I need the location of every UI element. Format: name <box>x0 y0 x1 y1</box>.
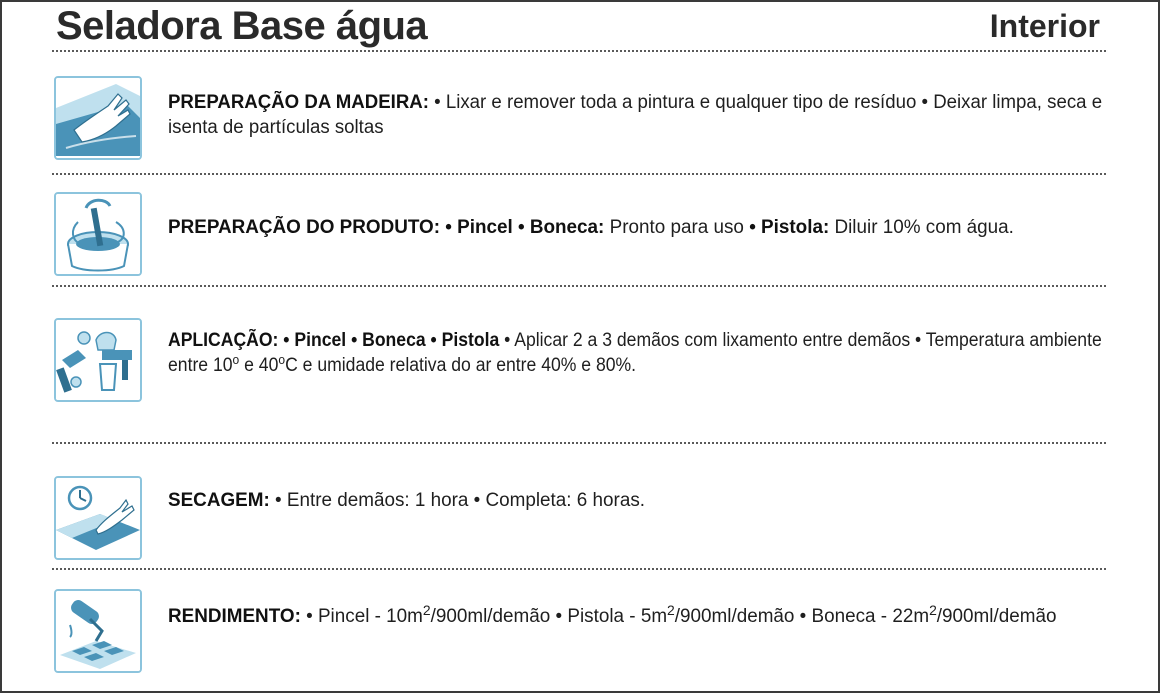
row-label: APLICAÇÃO: <box>168 330 279 351</box>
row-preparacao-produto <box>168 215 1102 240</box>
row-text: C e umidade relativa do ar entre 40% e 80%. <box>285 355 637 376</box>
divider <box>52 442 1106 444</box>
bullet: • <box>425 330 442 351</box>
application-tools-icon <box>54 318 142 402</box>
hand-sanding-icon <box>54 76 142 160</box>
option-pincel: Pincel <box>294 330 347 351</box>
row-label: PREPARAÇÃO DO PRODUTO: <box>168 217 441 238</box>
option-pistola: Pistola <box>441 330 500 351</box>
option-pincel: Pincel <box>457 217 513 238</box>
row-text: • Entre demãos: 1 hora • Completa: 6 horas. <box>269 490 646 511</box>
row-text: e 40 <box>239 355 279 376</box>
row-text: • Pincel - 10m <box>300 606 423 627</box>
bullet: • <box>346 330 363 351</box>
row-text: /900ml/demão • Boneca - 22m <box>674 606 930 627</box>
row-text: Pronto para uso <box>604 217 750 238</box>
clock-drying-icon <box>54 476 142 560</box>
row-text: /900ml/demão <box>936 606 1057 627</box>
bullet: • <box>440 217 458 238</box>
squared-sign: 2 <box>929 602 937 618</box>
row-label: SECAGEM: <box>168 490 270 511</box>
row-text: Diluir 10% com água. <box>829 217 1014 238</box>
bullet: • <box>512 217 530 238</box>
squared-sign: 2 <box>422 602 431 618</box>
row-text: /900ml/demão • Pistola - 5m <box>430 606 668 627</box>
row-text: • Aplicar 2 a 3 demãos com lixamento entre demãos • Temperatura ambiente <box>499 330 1102 351</box>
squared-sign: 2 <box>667 602 675 618</box>
page-title: Seladora Base água <box>56 4 428 48</box>
row-preparacao-madeira <box>168 90 1103 140</box>
row-label: PREPARAÇÃO DA MADEIRA: <box>168 92 429 113</box>
row-secagem <box>168 488 1102 513</box>
row-aplicacao <box>168 328 1102 378</box>
coverage-roller-icon <box>54 589 142 673</box>
option-boneca: Boneca: <box>529 217 605 238</box>
divider <box>52 285 1106 287</box>
bullet: • <box>749 217 762 238</box>
row-text: entre 10 <box>168 355 233 376</box>
row-text: • Lixar e remover toda a pintura e qualquer tipo de resíduo • Deixar limpa, seca e <box>428 92 1103 113</box>
divider <box>52 173 1106 175</box>
bullet: • <box>278 330 295 351</box>
option-pistola: Pistola: <box>761 217 830 238</box>
row-text-continued: isenta de partículas soltas <box>168 117 384 138</box>
row-rendimento <box>168 604 1102 629</box>
option-boneca: Boneca <box>362 330 426 351</box>
divider <box>52 568 1106 570</box>
degree-sign: o <box>232 352 240 367</box>
row-label: RENDIMENTO: <box>168 606 301 627</box>
paint-can-stirring-icon <box>54 192 142 276</box>
degree-sign: o <box>278 352 286 367</box>
divider <box>52 50 1106 52</box>
environment-badge: Interior <box>989 8 1100 44</box>
